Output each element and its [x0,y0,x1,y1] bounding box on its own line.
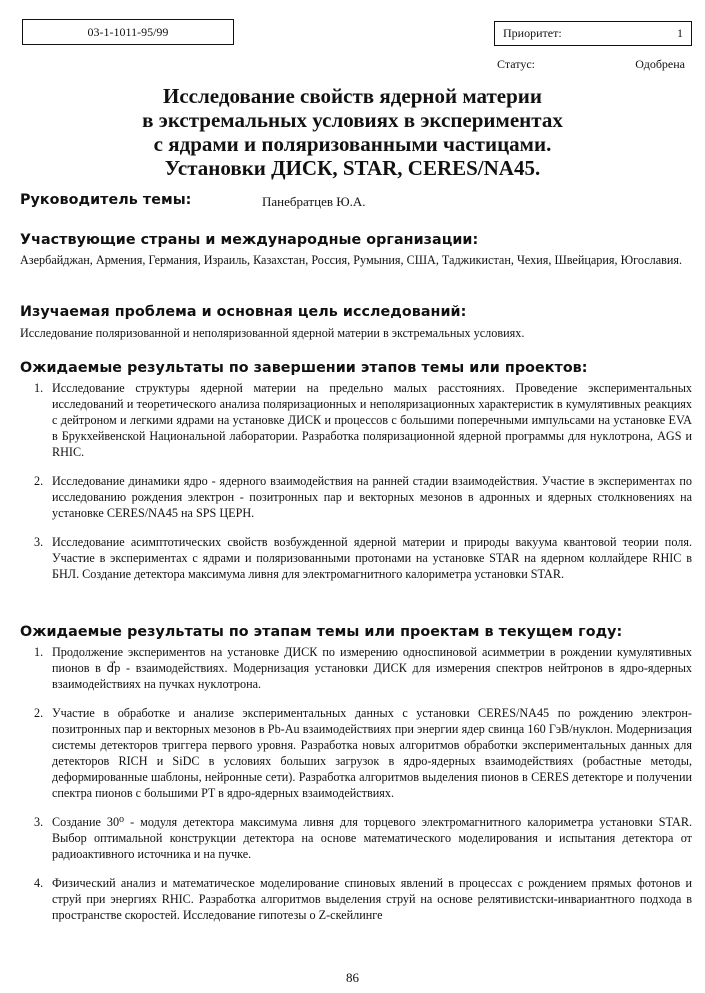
item-number: 2. [34,474,44,488]
list-item [20,534,692,582]
problem-heading: Изучаемая проблема и основная цель исследований: [20,304,467,320]
title-line: с ядрами и поляризованными частицами. [153,132,552,156]
item-text: Физический анализ и математическое моделирование спиновых явлений в процессах с рождением прямых фотонов и струй при энергиях RHIC. Разработка алгоритмов выделения струй на основе релятивистски-инвариантного подхода в пространстве скоростей. Исследование гипотезы о Z-скейлинге [52,876,692,922]
item-text: Создание 30⁰ - модуля детектора максимума ливня для торцевого электромагнитного калориметра установки STAR. Выбор оптимальной конструкции детектора на основе математического моделирования и испытания детектора от радиоактивного источника и на пучке. [52,815,692,861]
list-item [20,814,692,862]
item-number: 3. [34,815,44,829]
final-results-heading: Ожидаемые результаты по завершении этапов темы или проектов: [20,360,588,376]
list-item [20,380,692,460]
list-item [20,705,692,801]
item-text: Продолжение экспериментов на установке ДИСК по измерению односпиновой асимметрии в рождении кумулятивных пионов в d⃗p - взаимодействиях. Модернизация установки ДИСК для измерения спектров нейтронов в ядро-ядерных взаимодействиях на пучках нуклотрона. [52,645,692,691]
item-text: Исследование структуры ядерной материи на предельно малых расстояниях. Проведение экспериментальных исследований и теоретического анализа поляризационных и неполяризационных характеристик в кумулятивных реакциях с дейтроном и легкими ядрами на установке ДИСК и процессов с большими поперечными импульсами на установке EVA в Брукхейвенской Национальной лаборатории. Разработка поляризационной ядерной программы для нуклотрона, AGS и RHIC. [52,381,692,459]
status-label: Статус: [497,57,535,71]
list-item [20,644,692,692]
leader-heading: Руководитель темы: [20,192,192,208]
status-value: Одобрена [635,57,685,71]
current-results-heading: Ожидаемые результаты по этапам темы или проектам в текущем году: [20,624,623,640]
item-text: Участие в обработке и анализе экспериментальных данных с установки CERES/NA45 по рождению электрон-позитронных пар и векторных мезонов в Pb-Au взаимодействиях при энергии ядер свинца 160 ГэВ/нуклон. Модернизация системы детекторов триггера первого уровня. Разработка новых алгоритмов обработки экспериментальных данных для детекторов RICH и SiDC в условиях больших загрузок в ядро-ядерных взаимодействиях (робастные методы, деформированные шаблоны, нейронные сети). Разработка алгоритмов выделения пионов в CERES детекторе и получении спектра пионов с большими PT в ядро-ядерных взаимодействиях. [52,706,692,800]
list-item [20,473,692,521]
document-code: 03-1-1011-95/99 [87,24,169,39]
item-text: Исследование динамики ядро - ядерного взаимодействия на ранней стадии взаимодействия. Участие в экспериментах по исследованию рождения электрон - позитронных пар и векторных мезонов в адронных и ядерных столкновениях на установке CERES/NA45 на SPS ЦЕРН. [52,474,692,520]
document-title [40,84,665,180]
priority-value: 1 [677,26,683,40]
countries-text: Азербайджан, Армения, Германия, Израиль, Казахстан, Россия, Румыния, США, Таджикистан, Чехия, Швейцария, Югославия. [20,253,683,267]
item-number: 4. [34,876,44,890]
countries-heading: Участвующие страны и международные организации: [20,232,479,248]
final-results-list [20,380,692,582]
priority-label: Приоритет: [503,26,562,40]
item-number: 1. [34,645,44,659]
list-item [20,875,692,923]
item-number: 1. [34,381,44,395]
current-results-list [20,644,692,923]
title-line: в экстремальных условиях в экспериментах [142,108,563,132]
item-text: Исследование асимптотических свойств возбужденной ядерной материи и природы вакуума квантовой теории поля. Участие в экспериментах с ядрами и поляризованными протонами на установке STAR на ядерном коллайдере RHIC в БНЛ. Создание детектора максимума ливня для электромагнитного калориметра установки STAR. [52,535,692,581]
item-number: 2. [34,706,44,720]
document-code-box [22,19,234,45]
status-row [497,57,685,72]
title-line: Исследование свойств ядерной материи [163,84,542,108]
item-number: 3. [34,535,44,549]
problem-text: Исследование поляризованной и неполяризованной ядерной материи в экстремальных условиях. [20,326,525,340]
leader-name: Панебратцев Ю.А. [262,194,366,209]
title-line: Установки ДИСК, STAR, CERES/NA45. [164,156,541,180]
priority-box [494,21,692,46]
page-number: 86 [346,970,359,985]
